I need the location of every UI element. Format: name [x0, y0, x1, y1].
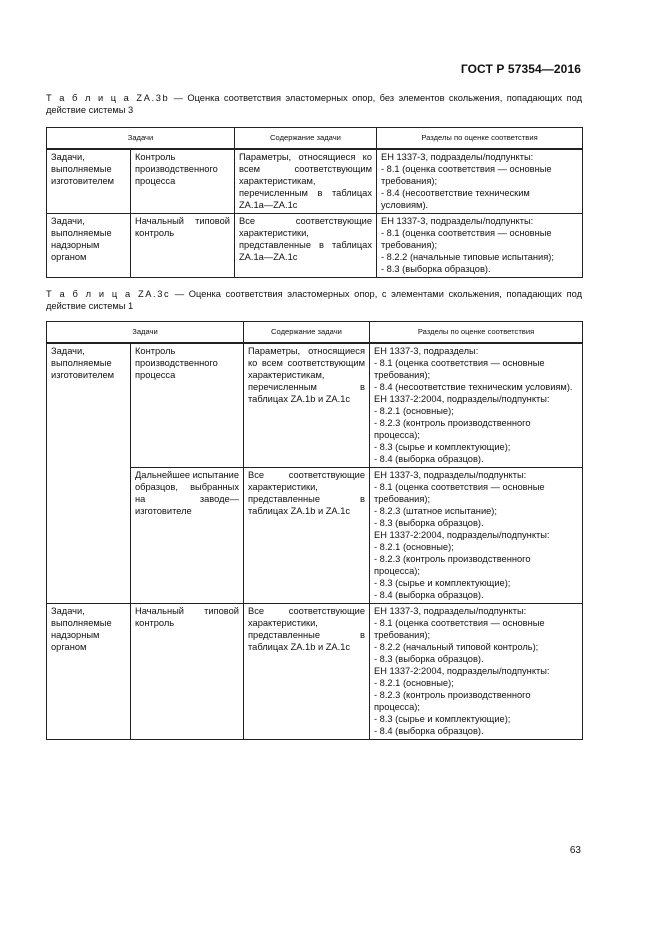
table-b-row2-who: Задачи, выполняемые надзорным органом [47, 214, 131, 278]
section-line: - 8.3 (сырье и комплектующие); [374, 442, 511, 452]
table-za3b [46, 127, 583, 278]
section-line: - 8.2.3 (контроль производственного процесса); [374, 690, 531, 712]
table-row [47, 214, 583, 278]
table-b-row1-sections [377, 149, 583, 214]
section-line: - 8.1 (оценка соответствия — основные требования); [374, 482, 545, 504]
table-c-row2-content: Все соответствующие характеристики, представленные в таблицах ZA.1b и ZA.1c [244, 468, 370, 604]
table-c-title: — Оценка соответствия эластомерных опор, с элементами скольжения, попадающих под действие системы 1 [46, 289, 582, 311]
section-line: - 8.3 (выборка образцов). [374, 518, 484, 528]
table-b-row1-task: Контроль производственного процесса [131, 149, 235, 214]
table-c-row1-content: Параметры, относящиеся ко всем соответствующим характеристикам, перечисленным в таблицах ZA.1b и ZA.1c [244, 343, 370, 468]
standard-code: ГОСТ Р 57354—2016 [460, 62, 581, 76]
section-line: ЕН 1337-2:2004, подразделы/подпункты: [374, 666, 550, 676]
section-line: - 8.2.3 (контроль производственного процесса); [374, 554, 531, 576]
table-b-header-content: Содержание задачи [235, 128, 377, 150]
section-line: - 8.4 (выборка образцов). [374, 590, 484, 600]
table-b-row1-content: Параметры, относящиеся ко всем соответствующим характеристикам, перечисленным в таблицах ZA.1a—ZA.1c [235, 149, 377, 214]
table-c-row3-content: Все соответствующие характеристики, представленные в таблицах ZA.1b и ZA.1c [244, 604, 370, 740]
table-c-header-tasks: Задачи [47, 322, 244, 344]
table-row [47, 343, 583, 468]
section-line: - 8.1 (оценка соответствия — основные требования); [381, 164, 552, 186]
section-line: - 8.3 (сырье и комплектующие); [374, 578, 511, 588]
table-c-row3-sections [370, 604, 583, 740]
section-line: - 8.1 (оценка соответствия — основные требования); [374, 358, 545, 380]
section-line: - 8.1 (оценка соответствия — основные требования); [374, 618, 545, 640]
table-c-group1-who: Задачи, выполняемые изготовителем [47, 343, 131, 604]
section-line: - 8.4 (несоответствие техническим условиям). [374, 382, 573, 392]
table-za3c [46, 321, 583, 740]
table-b-caption [46, 92, 582, 116]
table-b-row2-content: Все соответствующие характеристики, представленные в таблицах ZA.1a—ZA.1c [235, 214, 377, 278]
section-line: - 8.2.1 (основные); [374, 406, 454, 416]
table-c-caption [46, 288, 582, 312]
table-c-row3-who: Задачи, выполняемые надзорным органом [47, 604, 131, 740]
table-b-row1-who: Задачи, выполняемые изготовителем [47, 149, 131, 214]
section-line: ЕН 1337-2:2004, подразделы/подпункты: [374, 394, 550, 404]
table-c-label: Т а б л и ц а ZA.3c [46, 289, 171, 299]
section-line: - 8.1 (оценка соответствия — основные требования); [381, 228, 552, 250]
table-c-header-content: Содержание задачи [244, 322, 370, 344]
section-line: ЕН 1337-3, подразделы/подпункты: [374, 606, 527, 616]
table-b-row2-task: Начальный типовой контроль [131, 214, 235, 278]
table-b-row2-sections [377, 214, 583, 278]
section-line: - 8.2.3 (штатное испытание); [374, 506, 497, 516]
section-line: - 8.3 (сырье и комплектующие); [374, 714, 511, 724]
table-row [47, 149, 583, 214]
section-line: - 8.3 (выборка образцов). [374, 654, 484, 664]
section-line: - 8.2.1 (основные); [374, 678, 454, 688]
table-c-row2-sections [370, 468, 583, 604]
section-line: - 8.2.1 (основные); [374, 542, 454, 552]
section-line: - 8.4 (выборка образцов). [374, 454, 484, 464]
section-line: - 8.4 (несоответствие техническим условиям). [381, 188, 530, 210]
section-line: ЕН 1337-3, подразделы: [374, 346, 479, 356]
table-c-row3-task: Начальный типовой контроль [131, 604, 244, 740]
section-line: - 8.2.2 (начальные типовые испытания); [381, 252, 554, 262]
section-line: ЕН 1337-2:2004, подразделы/подпункты: [374, 530, 550, 540]
section-line: - 8.3 (выборка образцов). [381, 264, 491, 274]
table-c-row1-sections [370, 343, 583, 468]
table-b-header-tasks: Задачи [47, 128, 235, 150]
table-row [47, 604, 583, 740]
section-line: - 8.2.3 (контроль производственного процесса); [374, 418, 531, 440]
table-c-row1-task: Контроль производственного процесса [131, 343, 244, 468]
table-b-title: — Оценка соответствия эластомерных опор, без элементов скольжения, попадающих под действие системы 3 [46, 93, 583, 115]
section-line: - 8.4 (выборка образцов). [374, 726, 484, 736]
table-c-header-sections: Разделы по оценке соответствия [370, 322, 583, 344]
section-line: - 8.2.2 (начальный типовой контроль); [374, 642, 539, 652]
section-line: ЕН 1337-3, подразделы/подпункты: [381, 152, 534, 162]
section-line: ЕН 1337-3, подразделы/подпункты: [381, 216, 534, 226]
table-b-label: Т а б л и ц а ZA.3b [46, 93, 170, 103]
table-b-header-sections: Разделы по оценке соответствия [377, 128, 583, 150]
section-line: ЕН 1337-3, подразделы/подпункты: [374, 470, 527, 480]
page-number: 63 [569, 845, 581, 856]
table-c-row2-task: Дальнейшее испытание образцов, выбранных на заводе—изготовителе [131, 468, 244, 604]
